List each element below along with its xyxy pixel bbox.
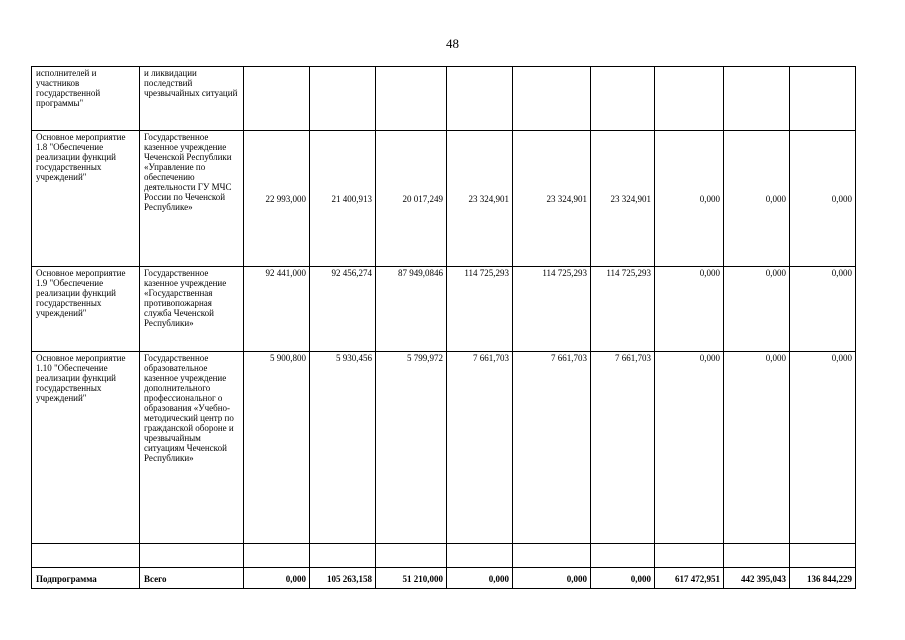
- value-cell: [724, 544, 790, 568]
- value-cell: [310, 544, 376, 568]
- value-cell: 442 395,043: [724, 568, 790, 589]
- activity-name-cell: Основное мероприятие 1.8 "Обеспечение реализации функций государственных учреждений": [32, 131, 140, 267]
- value-cell: [724, 67, 790, 131]
- value-cell: 92 456,274: [310, 267, 376, 352]
- activity-name-cell: исполнителей и участников государственной программы": [32, 67, 140, 131]
- value-cell: 0,000: [655, 352, 724, 544]
- page-number: 48: [446, 36, 459, 51]
- value-cell: 7 661,703: [447, 352, 513, 544]
- value-cell: [447, 544, 513, 568]
- table-row: [32, 568, 856, 589]
- value-cell: [376, 67, 447, 131]
- value-cell: 0,000: [655, 131, 724, 267]
- value-cell: [447, 67, 513, 131]
- value-cell: 0,000: [790, 267, 856, 352]
- executor-cell: Всего: [140, 568, 244, 589]
- value-cell: [591, 67, 655, 131]
- value-cell: 0,000: [790, 131, 856, 267]
- table-row: [32, 267, 856, 352]
- budget-table: [31, 66, 856, 589]
- value-cell: 0,000: [724, 267, 790, 352]
- value-cell: [310, 67, 376, 131]
- activity-name-cell: Основное мероприятие 1.9 "Обеспечение реализации функций государственных учреждений": [32, 267, 140, 352]
- value-cell: 21 400,913: [310, 131, 376, 267]
- value-cell: 23 324,901: [513, 131, 591, 267]
- value-cell: 5 799,972: [376, 352, 447, 544]
- executor-cell: [140, 544, 244, 568]
- value-cell: [376, 544, 447, 568]
- value-cell: 5 900,800: [244, 352, 310, 544]
- value-cell: 114 725,293: [591, 267, 655, 352]
- activity-name-cell: Основное мероприятие 1.10 "Обеспечение реализации функций государственных учреждений": [32, 352, 140, 544]
- value-cell: 5 930,456: [310, 352, 376, 544]
- value-cell: 114 725,293: [513, 267, 591, 352]
- value-cell: 0,000: [724, 131, 790, 267]
- value-cell: [790, 544, 856, 568]
- value-cell: [591, 544, 655, 568]
- value-cell: [790, 67, 856, 131]
- value-cell: 114 725,293: [447, 267, 513, 352]
- table-row: [32, 131, 856, 267]
- value-cell: 0,000: [655, 267, 724, 352]
- value-cell: [244, 67, 310, 131]
- value-cell: 0,000: [244, 568, 310, 589]
- value-cell: 0,000: [724, 352, 790, 544]
- value-cell: 92 441,000: [244, 267, 310, 352]
- table-row: [32, 352, 856, 544]
- value-cell: 0,000: [447, 568, 513, 589]
- value-cell: [244, 544, 310, 568]
- table-row: [32, 544, 856, 568]
- executor-cell: Государственное казенное учреждение Чеченской Республики «Управление по обеспечению деятельности ГУ МЧС России по Чеченской Республике»: [140, 131, 244, 267]
- value-cell: 23 324,901: [591, 131, 655, 267]
- table-row: [32, 67, 856, 131]
- value-cell: [655, 544, 724, 568]
- value-cell: 51 210,000: [376, 568, 447, 589]
- value-cell: [655, 67, 724, 131]
- value-cell: 22 993,000: [244, 131, 310, 267]
- executor-cell: Государственное казенное учреждение «Государственная противопожарная служба Чеченской Республики»: [140, 267, 244, 352]
- value-cell: 20 017,249: [376, 131, 447, 267]
- value-cell: 87 949,0846: [376, 267, 447, 352]
- activity-name-cell: Подпрограмма: [32, 568, 140, 589]
- activity-name-cell: [32, 544, 140, 568]
- value-cell: 617 472,951: [655, 568, 724, 589]
- value-cell: 105 263,158: [310, 568, 376, 589]
- executor-cell: Государственное образовательное казенное учреждение дополнительного профессиональног о образования «Учебно-методический центр по гражданской обороне и чрезвычайным ситуациям Чеченской Республики»: [140, 352, 244, 544]
- value-cell: [513, 544, 591, 568]
- value-cell: 0,000: [591, 568, 655, 589]
- value-cell: 7 661,703: [591, 352, 655, 544]
- value-cell: 23 324,901: [447, 131, 513, 267]
- value-cell: [513, 67, 591, 131]
- value-cell: 0,000: [790, 352, 856, 544]
- value-cell: 7 661,703: [513, 352, 591, 544]
- value-cell: 136 844,229: [790, 568, 856, 589]
- value-cell: 0,000: [513, 568, 591, 589]
- executor-cell: и ликвидации последствий чрезвычайных ситуаций: [140, 67, 244, 131]
